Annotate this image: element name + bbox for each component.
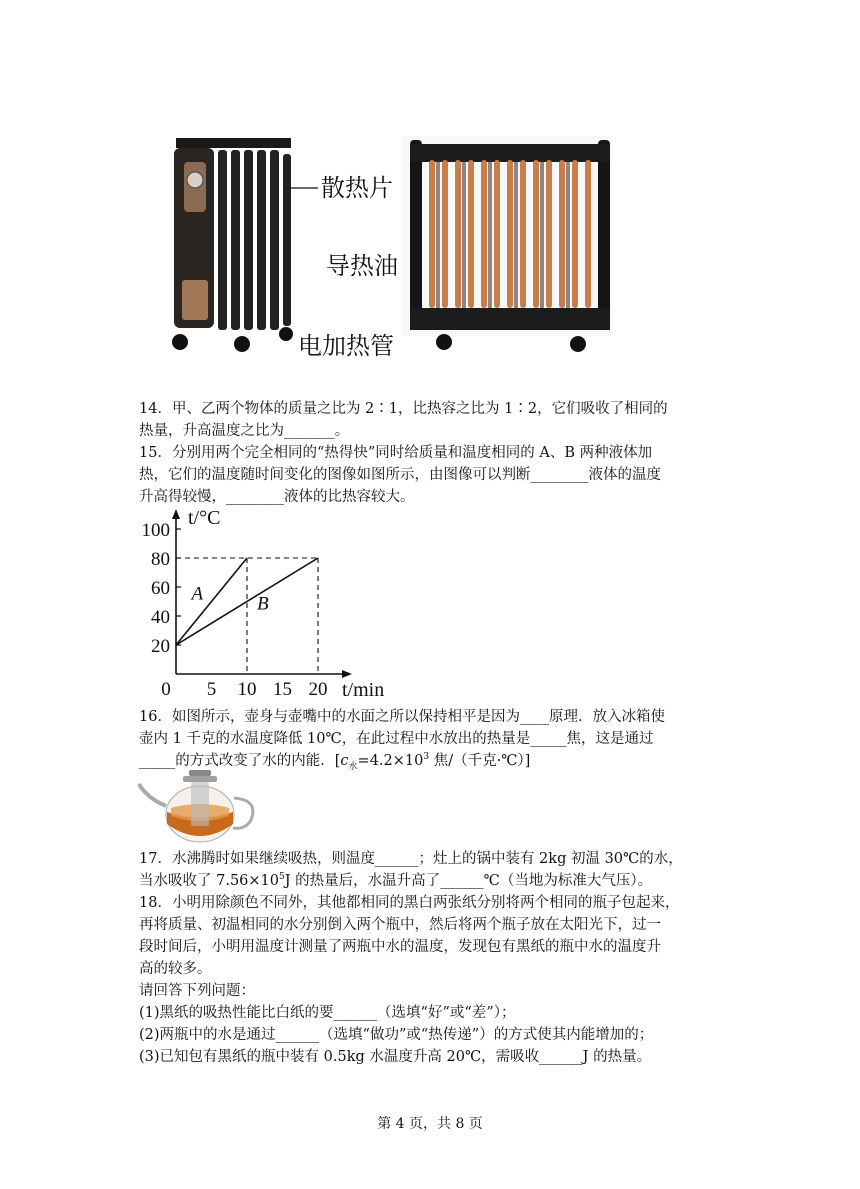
q18-line4: 高的较多。 — [139, 961, 212, 977]
page-footer: 第 4 页，共 8 页 — [377, 1116, 483, 1132]
q18-sub2: (2)两瓶中的水是通过______（选填“做功”或“热传递”）的方式使其内能增加的； — [139, 1027, 654, 1043]
series-label-B: B — [257, 593, 269, 615]
q17-sup: 5 — [279, 872, 285, 883]
q17-line2-b: J 的热量后，水温升高了______℃（当地为标准大气压）。 — [284, 873, 653, 889]
q18-line1: 18．小明用除颜色不同外，其他都相同的黑白两张纸分别将两个相同的瓶子包起来， — [139, 895, 680, 911]
glass-teapot-figure — [137, 768, 261, 846]
q18-sub1: (1)黑纸的吸热性能比白纸的要______（选填“好”或“差”）； — [139, 1005, 516, 1021]
x-axis-arrow — [342, 670, 352, 678]
q16-sub: 水 — [348, 761, 358, 772]
y-tick-label: 20 — [151, 636, 170, 657]
q17-line2-a: 当水吸收了 7.56×10 — [139, 873, 279, 889]
x-tick-label: 10 — [237, 679, 257, 700]
q18-line5: 请回答下列问题： — [139, 983, 255, 999]
q15-line2: 热，它们的温度随时间变化的图像如图所示，由图像可以判断________液体的温度 — [139, 467, 661, 483]
chart-dashed-guides — [176, 558, 318, 674]
chart-axis-labels — [188, 507, 384, 701]
x-tick-label: 20 — [308, 679, 328, 700]
q16-line2: 壶内 1 千克的水温度降低 10℃，在此过程中水放出的热量是_____焦，这是通过 — [139, 731, 654, 747]
q18-line3: 段时间后，小明用温度计测量了两瓶中水的温度，发现包有黑纸的瓶中水的温度升 — [139, 939, 661, 955]
label-oil: 导热油 — [326, 253, 398, 280]
x-tick-label: 15 — [273, 679, 292, 700]
y-tick-label: 40 — [151, 607, 170, 628]
x-tick-label: 0 — [161, 679, 171, 700]
y-tick-label: 60 — [151, 578, 170, 599]
oil-heater-figure — [146, 130, 618, 362]
label-fins: 散热片 — [321, 175, 393, 202]
q15-line1: 15．分别用两个完全相同的“热得快”同时给质量和温度相同的 A、B 两种液体加 — [139, 445, 653, 461]
q16-line3-c2: 焦/（千克·℃）] — [429, 753, 531, 769]
series-label-A: A — [191, 583, 204, 605]
q15-line3: 升高得较慢，________液体的比热容较大。 — [139, 489, 415, 505]
q14-line2: 热量，升高温度之比为_______。 — [139, 423, 350, 439]
q17-line2 — [139, 871, 652, 891]
temperature-time-chart — [140, 505, 400, 702]
q16-sup: 3 — [423, 752, 430, 763]
label-heater-tube: 电加热管 — [298, 333, 394, 360]
y-axis-arrow — [172, 509, 180, 519]
heater-front-view — [172, 138, 293, 352]
y-tick-label: 80 — [151, 549, 170, 570]
q17-line1: 17．水沸腾时如果继续吸热，则温度______；灶上的锅中装有 2kg 初温 30℃的水， — [139, 851, 683, 867]
series-line-A — [176, 558, 247, 645]
q18-sub3: (3)已知包有黑纸的瓶中装有 0.5kg 水温度升高 20℃，需吸收______J 的热量。 — [139, 1049, 652, 1065]
q18-line2: 再将质量、初温相同的水分别倒入两个瓶中，然后将两个瓶子放在太阳光下，过一 — [139, 917, 661, 933]
heater-cutaway-view — [402, 136, 612, 352]
x-tick-label: 5 — [206, 679, 217, 700]
q16-line3-b: =4.2×10 — [357, 753, 424, 769]
y-axis-label: t/°C — [188, 507, 221, 529]
q16-c: c — [340, 753, 349, 769]
y-tick-label: 100 — [141, 520, 170, 541]
q14-line1: 14．甲、乙两个物体的质量之比为 2∶1，比热容之比为 1∶2，它们吸收了相同的 — [139, 401, 668, 417]
x-axis-label: t/min — [342, 679, 385, 701]
q16-line1: 16．如图所示，壶身与壶嘴中的水面之所以保持相平是因为____原理．放入冰箱使 — [139, 709, 665, 725]
q16-line3-a: _____的方式改变了水的内能．[ — [139, 753, 341, 769]
